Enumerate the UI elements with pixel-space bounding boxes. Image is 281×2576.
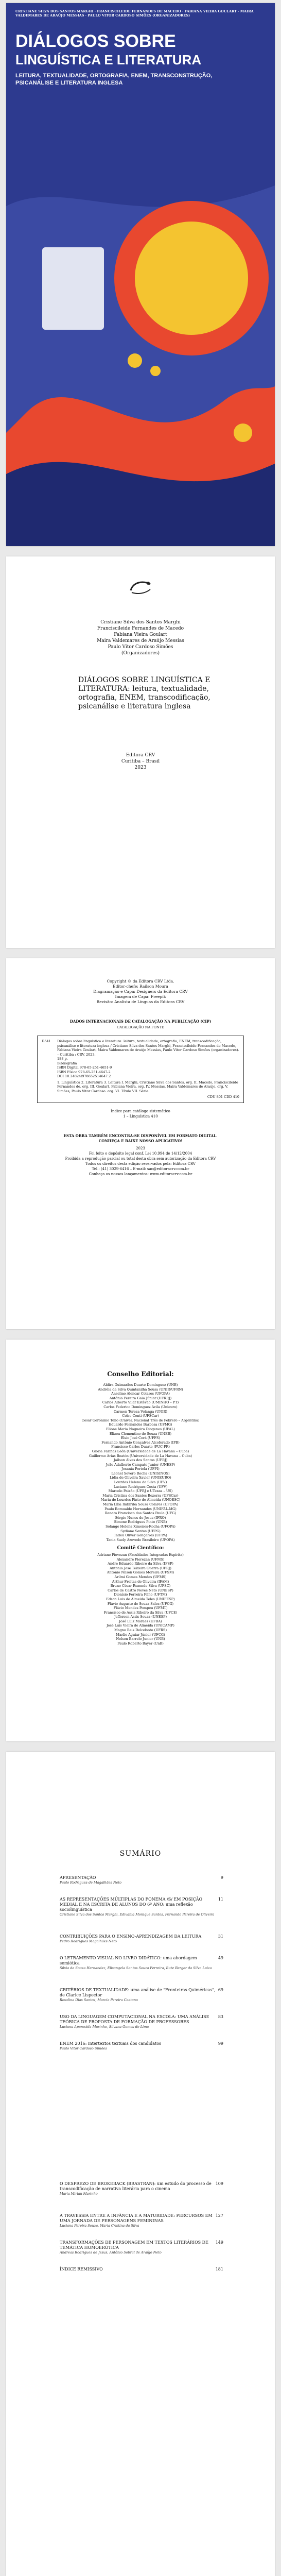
book-cover xyxy=(6,3,275,546)
council-member: Josania Portela (UFPI) xyxy=(121,1467,160,1471)
cutter-number: D541 xyxy=(42,1039,51,1043)
council-member: Renato Francisco dos Santos Paula (UFG) xyxy=(104,1511,177,1516)
catalog-line: Bibliografia xyxy=(57,1061,77,1065)
council-member: Tania Suely Azevedo Brasileiro (UFOPA) xyxy=(106,1537,175,1542)
cip-header: DADOS INTERNACIONAIS DE CATALOGAÇÃO NA PUBLICAÇÃO (CIP) xyxy=(69,1019,212,1024)
council-member: Fernando Antônio Gonçalves Alcoforado (IPB) xyxy=(101,1440,180,1445)
toc-entry-title: TRANSFORMAÇÕES DE PERSONAGEM EM TEXTOS LITERÁRIOS DE TEMÁTICA HOMOERÓTICA xyxy=(60,2240,208,2250)
council-member: Luciano Rodrigues Costa (UFV) xyxy=(113,1484,168,1489)
toc-entry[interactable] xyxy=(60,2181,223,2196)
toc-entry-page: 181 xyxy=(215,2267,223,2272)
council-member: Edson Luis de Almeida Teles (UNIFESP) xyxy=(106,1597,175,1601)
council-member: Guillermo Arias Beatón (Universidade de La Havana – Cuba) xyxy=(89,1453,192,1458)
cip-subheader: CATALOGAÇÃO NA FONTE xyxy=(117,1025,164,1029)
toc-entry-title: AS REPRESENTAÇÕES MÚLTIPLAS DO FONEMA /S/ EM POSIÇÃO MEDIAL E NA ESCRITA DE ALUNOS DO 6º ANO: uma reflexão sociolinguística xyxy=(60,1897,203,1912)
organizer: Fabiana Vieira Goulart xyxy=(114,632,167,637)
cover-illustration xyxy=(6,144,275,546)
council-member: Élsio José Corá (UFFS) xyxy=(121,1436,160,1440)
council-member: Carlos Alberto Vilar Estêvão (UMINHO – PT) xyxy=(102,1400,179,1405)
toc-entry-author: Maria Mirian Marinho xyxy=(60,2192,98,2196)
toc-entry-title: APRESENTAÇÃO xyxy=(60,1875,96,1880)
toc-entry-author: Luciana Aparecida Marinho, Silvana Gomes de Lima xyxy=(60,2025,149,2029)
council-subheading: Comitê Científico: xyxy=(117,1546,164,1551)
cover-title-line-2: LINGUÍSTICA E LITERATURA xyxy=(15,52,202,67)
council-member: Tadeu Oliver Gonçalves (UFPA) xyxy=(114,1533,167,1538)
council-members-list xyxy=(52,1383,229,1646)
council-member: Arilmi Gomes Mendes (UFMS) xyxy=(114,1574,167,1579)
toc-entry-title: CRITÉRIOS DE TEXTUALIDADE: uma análise de "Fronteiras Quiméricas", de Clarice Lispector xyxy=(60,1988,216,1997)
council-member: Maria Cristina dos Santos Bezerra (UFSCar) xyxy=(102,1493,179,1498)
council-member: Bruno César Rezende Silva (UFSC) xyxy=(110,1584,171,1588)
council-member: Francisco de Assis Ribeiro da Silva (UFCE) xyxy=(103,1610,178,1615)
publisher-city: Curitiba – Brasil xyxy=(121,759,160,764)
organizers-list xyxy=(6,619,275,656)
council-member: Nelson Barrelo Junior (UNB) xyxy=(116,1637,165,1641)
toc-entry[interactable] xyxy=(60,2041,223,2051)
council-member: Adriane Piovezan (Faculdades Integradas Espírita) xyxy=(97,1552,184,1557)
toc-entry-page: 109 xyxy=(215,2181,223,2186)
council-member: Sérgio Nunes de Jesus (IFRO) xyxy=(115,1515,166,1520)
toc-entry[interactable] xyxy=(60,2267,223,2272)
council-member: Paulo Roberto Bayer (UnB) xyxy=(117,1641,164,1646)
council-member: Anselmo Alencar Colares (UFOPA) xyxy=(111,1392,170,1396)
copyright-line: Copyright © da Editora CRV Ltda. xyxy=(107,979,174,984)
index-line: Índice para catálogo sistemático xyxy=(111,1109,170,1113)
catalog-line: ISBN Digital 978-65-251-4651-9 xyxy=(57,1065,112,1070)
copyright-line: Revisão: Analista de Línguas da Editora CRV xyxy=(96,999,185,1004)
council-member: Flávio Augusto de Souza Sales (UFCG) xyxy=(107,1601,174,1606)
copyright-block xyxy=(6,979,275,1005)
council-member: Elizeu Clementino de Souza (UNEB) xyxy=(109,1431,172,1436)
council-member: Paulo Romualdo Hernandes (UNIFAL-MG) xyxy=(104,1506,177,1511)
council-member: Leonel Severo Rocha (UNISINOS) xyxy=(111,1471,170,1476)
address-line: Todos os direitos desta edição reservados pela: Editora CRV xyxy=(85,1162,196,1166)
council-member: Andréia da Silva Quintanilha Sousa (UNIR/UFRN) xyxy=(98,1387,183,1392)
cover-title-line-1: DIÁLOGOS SOBRE xyxy=(15,31,176,51)
catalog-line: ISBN Físico 978-65-251-4647-2 xyxy=(57,1070,111,1074)
organizer-role: (Organizadores) xyxy=(121,651,160,656)
council-member: Aldira Guimarães Duarte Domínguez (UNB) xyxy=(103,1383,178,1387)
council-member: José Luis Vieira de Almeida (UNICAMP) xyxy=(107,1623,174,1628)
cover-title xyxy=(15,32,201,69)
toc-entry-title: O LETRAMENTO VISUAL NO LIVRO DIDÁTICO: uma abordagem semiótica xyxy=(60,1956,197,1965)
organizer: Cristiane Silva dos Santos Marghi xyxy=(100,620,181,625)
toc-entry-author: Luciana Pereira Souza, Maria Cristina da Silva xyxy=(60,2224,139,2228)
council-member: Marlio Aguiar Júnior (UFCG) xyxy=(116,1632,165,1637)
publisher-info xyxy=(6,752,275,771)
toc-entry[interactable] xyxy=(60,2240,223,2255)
catalog-card xyxy=(37,1036,244,1103)
council-member: Gloria Fariñas León (Universidade de La Havana – Cuba) xyxy=(92,1449,189,1453)
toc-entry-title: USO DA LINGUAGEM COMPUTACIONAL NA ESCOLA: UMA ANÁLISE TEÓRICA DE PROPOSTA DE FORMAÇÃO DE PROFESSORES xyxy=(60,2014,209,2024)
council-member: Marcelo Paixão (UFRJ e UTexas – US) xyxy=(108,1489,173,1494)
publisher-name: Editora CRV xyxy=(126,753,155,758)
council-member: Dionísio Ferreira Filho (UFTM) xyxy=(114,1592,167,1597)
toc-entry[interactable] xyxy=(60,1988,223,2003)
toc-entry-page: 31 xyxy=(218,1934,223,1939)
book-title: DIÁLOGOS SOBRE LINGUÍSTICA E LITERATURA: leitura, textualidade, ortografia, ENEM, transcodificação, psicanálise e literatura inglesa xyxy=(78,676,210,710)
catalog-line: 1. Linguística 2. Literatura 3. Leitura I. Marghi, Cristiane Silva dos Santos. org. II. Macedo, Franciscileide Fernandes de. org. III. Goulart, Fabiana Vieira. org. IV. Messias, Maira Valdemares de Araújo. org. V. Simões, Paulo Vitor Cardoso. org. VI. Título VII. Série. xyxy=(57,1080,238,1093)
toc-entry-author: Sílvia de Souza Hernandez, Elisangela Santos Souza Ferreira, Rute Berger da Silva Luiza xyxy=(60,1966,212,1970)
council-member: Carlos de Castro Neves Neto (UNESP) xyxy=(108,1588,173,1592)
toc-entry[interactable] xyxy=(60,1897,223,1917)
council-member: Solange Helena Ximenes-Rocha (UFOPA) xyxy=(106,1524,175,1529)
toc-entry-page: 127 xyxy=(215,2213,223,2218)
editorial-council-page xyxy=(6,1340,275,1741)
publisher-address xyxy=(6,1133,275,1177)
toc-entry[interactable] xyxy=(60,1875,223,1885)
council-member: Arthur Freitas de Oliveira (IFAM) xyxy=(112,1579,169,1584)
council-member: Eduardo Fernandes Barbosa (UFMG) xyxy=(109,1422,172,1427)
council-member: Carlos Federico Dominguez Avila (Unieuro) xyxy=(103,1404,178,1409)
address-line: Foi feito o depósito legal conf. Lei 10.994 de 14/12/2004 xyxy=(89,1151,192,1156)
toc-entry-page: 49 xyxy=(218,1956,223,1960)
toc-entry-title: CONTRIBUIÇÕES PARA O ENSINO-APRENDIZAGEM DA LEITURA xyxy=(60,1934,202,1939)
toc-entry-author: Rosalina Dias Santos, Marcia Pereira Caetano xyxy=(60,1998,138,2002)
toc-entry-title: O DESPREZO DE BROKEBACK (BRASTRAN): um estudo do processo de transcodificação de narrativa literária para o cinema xyxy=(60,2181,212,2191)
toc-entry[interactable] xyxy=(60,1956,223,1971)
council-member: Flávio Mendes Pompeu (UFMT) xyxy=(113,1606,168,1611)
address-line: Conheça os nossos lançamentos: www.editoracrv.com.br xyxy=(89,1172,192,1176)
toc-entry-title: ENEM 2016: intertextos textuais dos candidatos xyxy=(60,2041,162,2046)
systematic-index xyxy=(6,1109,275,1119)
toc-entry[interactable] xyxy=(60,2213,223,2228)
crv-logo-icon xyxy=(128,577,153,598)
council-member: Maria Lília Imbiriba Sousa Colares (UFOPA) xyxy=(102,1502,179,1507)
council-member: Andre Eduardo Ribeiro da Silva (IFSP) xyxy=(108,1562,173,1566)
council-member: Cesar Gerónimo Tello (Univer. Nacional Três de Febrero – Argentina) xyxy=(81,1418,200,1422)
catalog-line: Diálogos sobre linguística e literatura: leitura, textualidade, ortografia, ENEM, transcodificação, psicanálise e literatura inglesa / Cristiane Silva dos Santos Marghi, Franciscileide Fernandes de Macedo, Fabiana Vieira Goulart, Maira Valdemares de Araújo Messias, Paulo Vitor Cardoso Simões (organizadores). – Curitiba : CRV, 2023. xyxy=(57,1039,239,1057)
catalog-page xyxy=(6,958,275,1329)
council-member: Alexandre Pierezan (UFMS) xyxy=(116,1557,165,1562)
council-member: Antonio Jose Teixeira Guerra (UFRJ) xyxy=(110,1566,171,1570)
table-of-contents-page xyxy=(6,1752,275,2576)
toc-entry-author: Andreas Rodrigues de Jesus, Antônio Sobral de Araújo Neto xyxy=(60,2250,162,2255)
address-line: Tel.: (41) 3029-6416 – E-mail: sac@editoracrv.com.br xyxy=(92,1167,189,1171)
title-page xyxy=(6,556,275,948)
council-member: Celso Conti (UFSCar) xyxy=(122,1414,159,1418)
catalog-card-body xyxy=(57,1039,239,1099)
organizer: Franciscileide Fernandes de Macedo xyxy=(97,626,184,631)
council-member: Jefferson Assis Souza (UNESP) xyxy=(114,1615,167,1619)
council-heading: Conselho Editorial: xyxy=(107,1370,174,1378)
council-member: Francisco Carlos Duarte (PUC-PR) xyxy=(111,1445,170,1449)
council-member: Lídia de Oliveira Xavier (UNIEURO) xyxy=(110,1476,171,1480)
address-line: ESTA OBRA TAMBÉM ENCONTRA-SE DISPONÍVEL EM FORMATO DIGITAL. xyxy=(63,1133,218,1138)
organizer: Paulo Vitor Cardoso Simões xyxy=(108,645,173,650)
toc-entry-title: A TRAVESSIA ENTRE A INFÂNCIA E A MATURIDADE: PERCURSOS EM UMA JORNADA DE PERSONAGENS FEMININAS xyxy=(60,2213,213,2223)
council-member: Lourdes Helena da Silva (UFV) xyxy=(114,1480,167,1485)
council-member: Maria de Lourdes Pinto de Almeida (UNOESC) xyxy=(100,1498,181,1502)
copyright-line: Editor-chefe: Railson Moura xyxy=(113,984,168,989)
catalog-line: CDU 801 CDD 410 xyxy=(207,1095,239,1099)
publisher-year: 2023 xyxy=(134,765,147,770)
toc-entry[interactable] xyxy=(60,2014,223,2029)
council-member: Antonio Nilson Gomes Moreira (UFSM) xyxy=(107,1570,174,1575)
council-member: Sydione Santos (UEPG) xyxy=(120,1529,161,1533)
toc-entry-page: 11 xyxy=(218,1897,223,1902)
organizer: Maira Valdemares de Araújo Messias xyxy=(97,638,184,643)
copyright-line: Imagem de Capa: Freepik xyxy=(115,994,166,999)
council-member: Magno Reis Delcelsoto (UFRS) xyxy=(114,1628,167,1633)
copyright-line: Diagramação e Capa: Designers da Editora CRV xyxy=(93,989,188,994)
toc-heading: SUMÁRIO xyxy=(119,1850,162,1858)
catalog-line: DOI 10.24824/978652514647.2 xyxy=(57,1074,111,1078)
toc-entry-page: 83 xyxy=(218,2014,223,2019)
council-member: João Adalberto Campato Junior (UNESP) xyxy=(106,1462,175,1467)
council-member: Jailson Alves dos Santos (UFRJ) xyxy=(113,1458,168,1463)
toc-entry-title: ÍNDICE REMISSIVO xyxy=(60,2267,103,2272)
council-member: Simone Rodrigues Pinto (UNB) xyxy=(114,1520,167,1524)
toc-entry-page: 69 xyxy=(218,1988,223,1992)
address-line: CONHEÇA E BAIXE NOSSO APLICATIVO! xyxy=(98,1139,183,1143)
cover-authors: CRISTIANE SILVA DOS SANTOS MARGHI · FRANCISCILEIDE FERNANDES DE MACEDO · FABIANA VIEIRA GOULART · MAIRA VALDEMARES DE ARAÚJO MESSIAS · PAULO VITOR CARDOSO SIMÕES (ORGANIZADORES) xyxy=(15,9,254,18)
index-line: 1 – Linguística 410 xyxy=(123,1114,158,1118)
council-member: Elione Maria Nogueira Diogenes (UFAL) xyxy=(106,1427,175,1431)
council-member: José Luiz Moraes (UFBA) xyxy=(119,1619,162,1623)
toc-entry-page: 149 xyxy=(215,2240,223,2245)
council-member: Carmen Tereza Velanga (UNIR) xyxy=(113,1409,168,1414)
toc-entry-page: 99 xyxy=(218,2041,223,2046)
toc-entry-author: Cristiane Silva dos Santos Marghi, Edivania Monique Santos, Fernando Pereira de Oliveira xyxy=(60,1912,215,1917)
address-line: 2023 xyxy=(136,1146,145,1150)
toc-entry[interactable] xyxy=(60,1934,223,1944)
toc-entry-author: Paulo Rodrigues de Magalhães Neto xyxy=(60,1880,122,1885)
catalog-line: 188 p. xyxy=(57,1057,68,1061)
council-member: Antônio Pereira Gaio Júnior (UFRRJ) xyxy=(109,1396,172,1400)
toc-entry-author: Pedro Rodrigues Magalhães Neto xyxy=(60,1939,117,1943)
address-line: Proibida a reprodução parcial ou total desta obra sem autorização da Editora CRV xyxy=(65,1157,216,1161)
toc-entry-author: Paulo Vitor Cardoso Simões xyxy=(60,2046,107,2050)
cover-subtitle: LEITURA, TEXTUALIDADE, ORTOGRAFIA, ENEM, TRANSCONSTRUÇÃO, PSICANÁLISE E LITERATURA INGLESA xyxy=(15,73,213,86)
toc-entry-page: 9 xyxy=(220,1875,223,1880)
